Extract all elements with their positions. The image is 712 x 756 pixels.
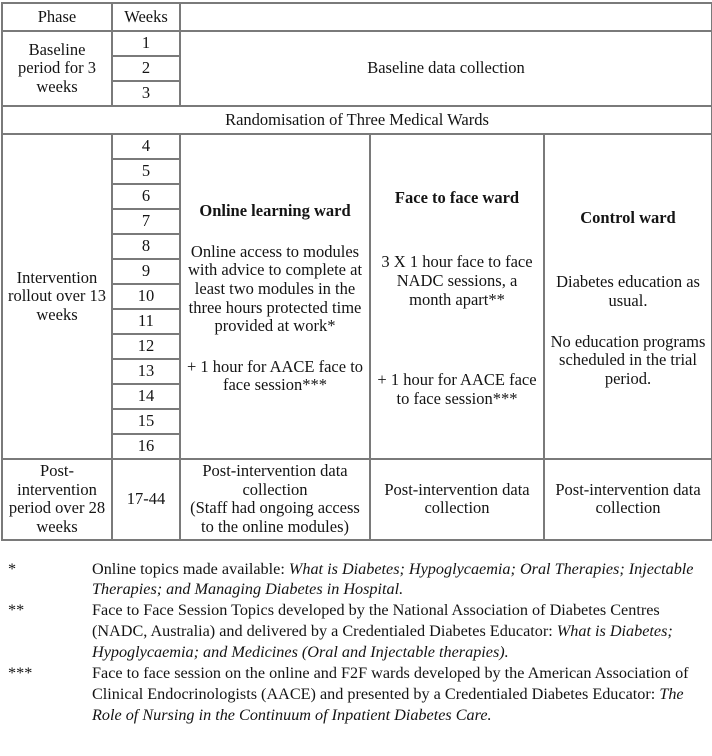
ward-header-online: Online learning ward [199, 200, 351, 220]
footnote-text-plain: Online topics made available: [92, 559, 289, 578]
post-online-line1: Post-intervention data collection [202, 461, 348, 499]
phase-baseline: Baseline period for 3 weeks [2, 31, 112, 106]
week-cell: 15 [112, 409, 180, 434]
footnote-single-asterisk [8, 559, 706, 601]
footnote-triple-asterisk [8, 663, 706, 726]
footnote-text-italic: What is Diabetes; Hypoglycaemia; Oral Therapies; Injectable Therapies; and Managing Diabetes in Hospital. [92, 559, 694, 599]
footnote-text-italic: The Role of Nursing in the Continuum of Inpatient Diabetes Care. [92, 684, 684, 724]
week-cell: 14 [112, 384, 180, 409]
control-ward-cell [544, 134, 712, 459]
randomisation-banner: Randomisation of Three Medical Wards [2, 106, 712, 134]
post-f2f-cell: Post-intervention data collection [370, 459, 544, 540]
control-ward-main-text: Diabetes education as usual. [556, 272, 700, 310]
column-header-phase: Phase [2, 3, 112, 31]
face-to-face-ward-cell [370, 134, 544, 459]
table-header-row [2, 3, 712, 31]
f2f-ward-extra-text: + 1 hour for AACE face to face session*** [377, 370, 537, 408]
footnotes [0, 559, 712, 726]
online-learning-ward-cell [180, 134, 370, 459]
footnote-text-plain: Face to Face Session Topics developed by the National Association of Diabetes Centres (NADC, Australia) and delivered by a Credentialed Diabetes Educator: [92, 601, 660, 641]
phase-intervention: Intervention rollout over 13 weeks [2, 134, 112, 459]
footnote-text-plain: Face to face session on the online and F2F wards developed by the American Association of Clinical Endocrinologists (AACE) and presented by a Credentialed Diabetes Educator: [92, 664, 689, 703]
spacer [185, 336, 365, 358]
baseline-activity: Baseline data collection [180, 31, 712, 106]
footnote-marker: *** [8, 664, 33, 683]
footnote-double-asterisk [8, 600, 706, 663]
week-cell: 12 [112, 334, 180, 359]
spacer [185, 221, 365, 243]
week-cell-range: 17-44 [112, 459, 180, 540]
column-header-blank [180, 3, 712, 31]
week-cell: 8 [112, 234, 180, 259]
table-row [2, 459, 712, 540]
week-cell: 7 [112, 209, 180, 234]
week-cell: 16 [112, 434, 180, 459]
week-cell: 10 [112, 284, 180, 309]
table-row [2, 31, 712, 56]
column-header-weeks: Weeks [112, 3, 180, 31]
week-cell: 11 [112, 309, 180, 334]
ward-header-f2f: Face to face ward [394, 187, 520, 207]
randomisation-banner-row [2, 106, 712, 134]
spacer [549, 311, 707, 333]
table-row [2, 134, 712, 159]
footnote-marker: * [8, 559, 17, 578]
spacer [375, 309, 539, 371]
spacer [549, 227, 707, 273]
phase-post-intervention: Post-intervention period over 28 weeks [2, 459, 112, 540]
week-cell: 6 [112, 184, 180, 209]
week-cell: 4 [112, 134, 180, 159]
online-ward-main-text: Online access to modules with advice to complete at least two modules in the three hours protected time provided at work* [187, 241, 363, 336]
week-cell: 13 [112, 359, 180, 384]
footnote-marker: ** [8, 601, 25, 620]
online-ward-extra-text: + 1 hour for AACE face to face session*** [186, 356, 364, 395]
control-ward-extra-text: No education programs scheduled in the trial period. [550, 331, 706, 388]
week-cell: 9 [112, 259, 180, 284]
week-cell: 3 [112, 81, 180, 106]
week-cell: 5 [112, 159, 180, 184]
footnote-text-italic: What is Diabetes; Hypoglycaemia; and Medicines (Oral and Injectable therapies). [92, 622, 673, 662]
post-online-cell [180, 459, 370, 540]
f2f-ward-main-text: 3 X 1 hour face to face NADC sessions, a month apart** [381, 252, 533, 309]
study-design-table [1, 2, 712, 541]
week-cell: 1 [112, 31, 180, 56]
week-cell: 2 [112, 56, 180, 81]
post-control-cell: Post-intervention data collection [544, 459, 712, 540]
spacer [375, 207, 539, 253]
figure-page [0, 2, 712, 756]
post-online-line2: (Staff had ongoing access to the online modules) [190, 498, 360, 536]
ward-header-control: Control ward [580, 207, 676, 227]
